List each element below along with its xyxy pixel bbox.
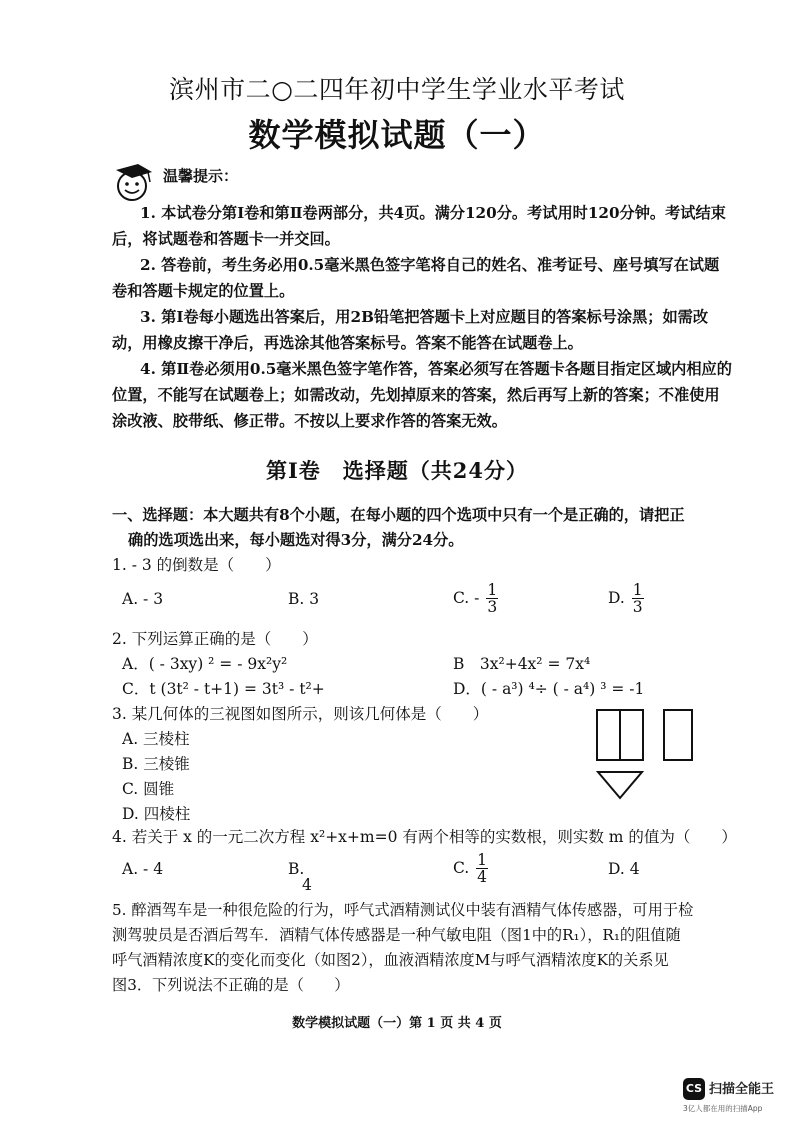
watermark-tagline: 3亿人都在用的扫描App: [683, 1104, 763, 1113]
fraction: [486, 582, 498, 616]
note-item: 1. 本试卷分第Ⅰ卷和第Ⅱ卷两部分，共4页。满分120分。考试用时120分钟。考试结束后，将试题卷和答题卡一并交回。: [112, 204, 726, 248]
q4-option-b-denominator: 4: [302, 876, 312, 894]
page-footer: 数学模拟试题（一）第 1 页 共 4 页: [292, 1016, 502, 1031]
note-item: 3. 第Ⅰ卷每小题选出答案后，用2B铅笔把答题卡上对应题目的答案标号涂黑；如需改动，用橡皮擦干净后，再选涂其他答案标号。答案不能答在试题卷上。: [112, 308, 709, 352]
fraction-numerator: 1: [477, 851, 488, 869]
exam-title: 数学模拟试题（一）: [248, 116, 546, 154]
q3-option-b: B. 三棱锥: [122, 755, 190, 773]
q1-option-d-prefix: D.: [608, 588, 625, 607]
question-5-line: 测驾驶员是否酒后驾车．酒精气体传感器是一种气敏电阻（图1中的R₁），R₁的阻值随: [112, 926, 681, 944]
instruction-line: 一、选择题：本大题共有8个小题，在每小题的四个选项中只有一个是正确的，请把正: [112, 506, 685, 524]
side-view: [664, 710, 692, 760]
q1-option-c: [453, 582, 498, 616]
smiley-graduate-icon: [112, 160, 156, 204]
q4-option-a: A. - 4: [122, 860, 164, 878]
instruction-line: 确的选项选出来，每小题选对得3分，满分24分。: [128, 531, 464, 549]
note-item: 2. 答卷前，考生务必用0.5毫米黑色签字笔将自己的姓名、准考证号、座号填写在试题卷和答题卡规定的位置上。: [112, 256, 720, 300]
q4-option-c: [453, 852, 488, 886]
q1-option-d: [608, 582, 644, 616]
q2-option-a: A．( - 3xy) ² = - 9x²y²: [122, 655, 288, 673]
question-5: [112, 898, 742, 998]
question-5-line: 图3．下列说法不正确的是（ ）: [112, 976, 350, 994]
camscanner-logo-icon: CS: [683, 1078, 705, 1100]
three-view-diagram: [592, 706, 702, 806]
question-1-stem: 1. - 3 的倒数是（ ）: [112, 556, 281, 574]
q1-option-a: A. - 3: [122, 590, 164, 608]
question-5-line: 呼气酒精浓度K的变化而变化（如图2），血液酒精浓度M与呼气酒精浓度K的关系见: [112, 951, 669, 969]
section-title: 第Ⅰ卷 选择题（共24分）: [265, 458, 529, 483]
question-4-stem: 4. 若关于 x 的一元二次方程 x²+x+m=0 有两个相等的实数根，则实数 m 的值为（ ）: [112, 828, 737, 846]
q3-option-d: D. 四棱柱: [122, 805, 191, 823]
question-3-stem: 3. 某几何体的三视图如图所示，则该几何体是（ ）: [112, 705, 489, 723]
tips-label: 温馨提示：: [163, 167, 239, 185]
q4-option-d: D. 4: [608, 860, 640, 878]
q3-option-c: C. 圆锥: [122, 780, 175, 798]
fraction: [632, 582, 644, 616]
fraction: [476, 852, 488, 886]
q4-option-c-prefix: C.: [453, 858, 470, 877]
question-5-line: 5. 醉酒驾车是一种很危险的行为，呼气式酒精测试仪中装有酒精气体传感器，可用于检: [112, 901, 694, 919]
fraction-denominator: 3: [632, 598, 643, 617]
note-item: 4. 第Ⅱ卷必须用0.5毫米黑色签字笔作答，答案必须写在答题卡各题目指定区域内相应的位置，不能写在试题卷上；如需改动，先划掉原来的答案，然后再写上新的答案；不准使用涂改液、胶带纸、修正带。不按以上要求作答的答案无效。: [112, 360, 732, 430]
section-instruction: [112, 503, 737, 553]
q4-option-b: B.: [288, 860, 305, 878]
fraction-numerator: 1: [632, 581, 643, 599]
q1-option-c-prefix: C. -: [453, 588, 480, 607]
watermark-name: 扫描全能王: [709, 1082, 775, 1097]
q2-option-c: C．t (3t² - t+1) = 3t³ - t²+: [122, 680, 325, 698]
q2-option-d: D．( - a³) ⁴÷ ( - a⁴) ³ = -1: [453, 680, 645, 698]
exam-notes: [112, 200, 732, 434]
fraction-numerator: 1: [487, 581, 498, 599]
q3-option-a: A. 三棱柱: [122, 730, 190, 748]
q1-option-b: B. 3: [288, 590, 320, 608]
fraction-denominator: 3: [487, 598, 498, 617]
question-2-stem: 2. 下列运算正确的是（ ）: [112, 630, 318, 648]
q2-option-b: B 3x²+4x² = 7x⁴: [453, 655, 591, 673]
top-view: [598, 772, 642, 798]
fraction-denominator: 4: [477, 868, 488, 887]
exam-header: 滨州市二○二四年初中学生学业水平考试: [169, 75, 625, 104]
